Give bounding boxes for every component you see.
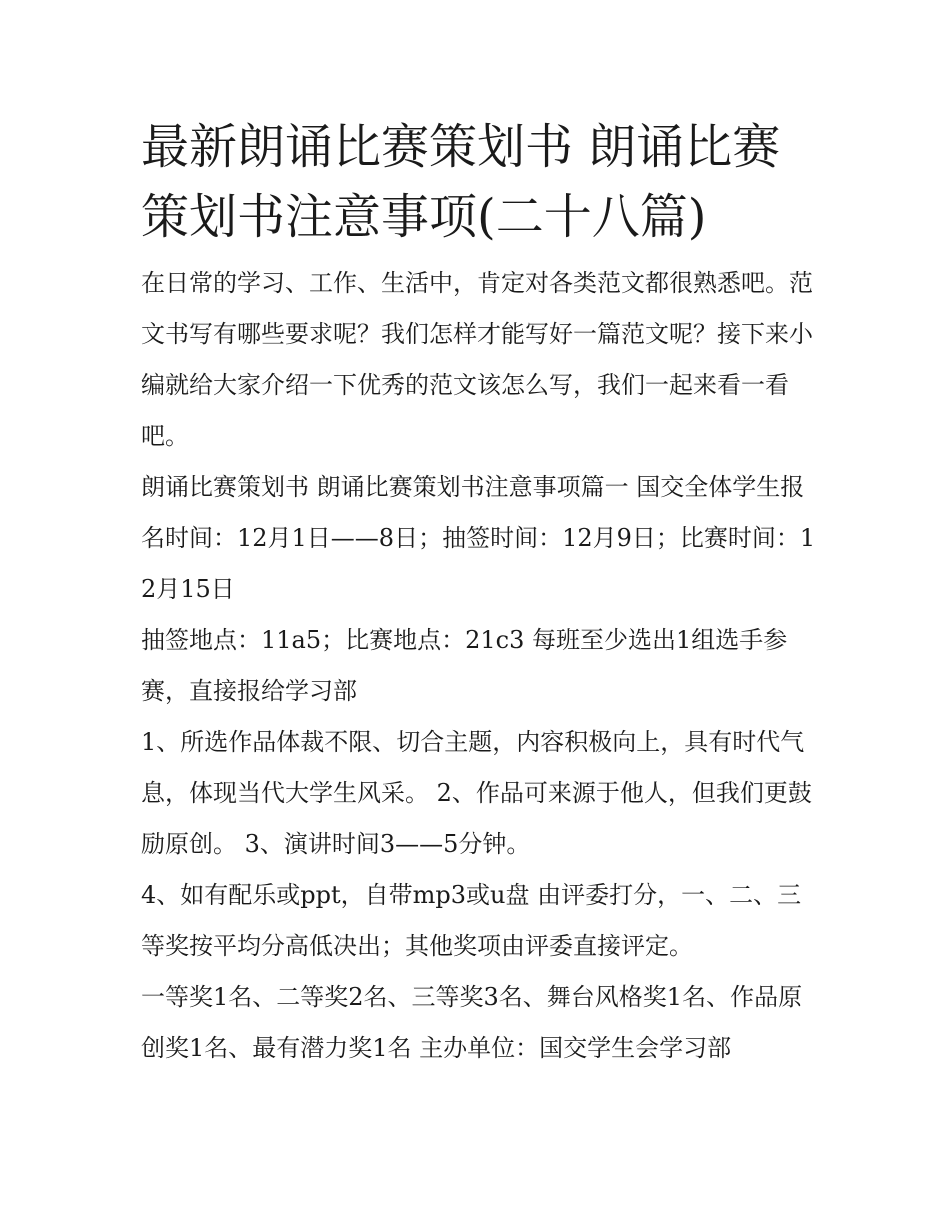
paragraph-awards: 一等奖1名、二等奖2名、三等奖3名、舞台风格奖1名、作品原创奖1名、最有潜力奖1名 主办单位：国交学生会学习部 <box>141 983 803 1062</box>
paragraph-rules: 1、所选作品体裁不限、切合主题，内容积极向上，具有时代气息，体现当代大学生风采。 2、作品可来源于他人，但我们更鼓励原创。 3、演讲时间3——5分钟。 <box>141 728 812 858</box>
document-body <box>141 112 816 1074</box>
paragraph-intro: 在日常的学习、工作、生活中，肯定对各类范文都很熟悉吧。范文书写有哪些要求呢？我们怎样才能写好一篇范文呢？接下来小编就给大家介绍一下优秀的范文该怎么写，我们一起来看一看吧。 <box>141 269 813 450</box>
document-title: 最新朗诵比赛策划书 朗诵比赛策划书注意事项(二十八篇) <box>141 119 781 245</box>
paragraph-schedule: 朗诵比赛策划书 朗诵比赛策划书注意事项篇一 国交全体学生报名时间：12月1日——8日；抽签时间：12月9日；比赛时间：12月15日 <box>141 473 816 603</box>
paragraph-locations: 抽签地点：11a5；比赛地点：21c3 每班至少选出1组选手参赛，直接报给学习部 <box>141 626 788 705</box>
paragraph-scoring: 4、如有配乐或ppt，自带mp3或u盘 由评委打分，一、二、三等奖按平均分高低决出；其他奖项由评委直接评定。 <box>141 881 802 960</box>
